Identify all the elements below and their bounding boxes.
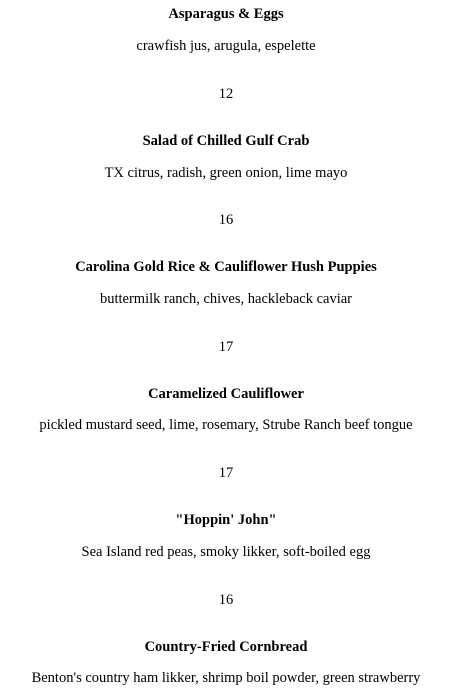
menu-item-description: Benton's country ham likker, shrimp boil powder, green strawberry	[31, 670, 421, 686]
menu-item-name: "Hoppin' John"	[175, 512, 277, 528]
menu-item-description: pickled mustard seed, lime, rosemary, Strube Ranch beef tongue	[39, 417, 413, 433]
menu-item-name: Carolina Gold Rice & Cauliflower Hush Puppies	[75, 259, 377, 275]
menu-item-name: Country-Fried Cornbread	[144, 639, 308, 655]
menu-item-price: 16	[218, 592, 234, 608]
menu-item-description: TX citrus, radish, green onion, lime mayo	[104, 165, 348, 181]
menu-item-price: 12	[218, 86, 234, 102]
menu-item-price: 17	[218, 339, 234, 355]
menu-item-price: 17	[218, 465, 234, 481]
menu-item-description: buttermilk ranch, chives, hackleback caviar	[99, 291, 353, 307]
menu-item-description: Sea Island red peas, smoky likker, soft-boiled egg	[81, 544, 371, 560]
menu-item-name: Asparagus & Eggs	[168, 6, 284, 22]
menu-item-name: Caramelized Cauliflower	[148, 386, 304, 402]
menu-item-name: Salad of Chilled Gulf Crab	[142, 133, 310, 149]
menu-item-description: crawfish jus, arugula, espelette	[136, 38, 316, 54]
menu-item-price: 16	[218, 212, 234, 228]
